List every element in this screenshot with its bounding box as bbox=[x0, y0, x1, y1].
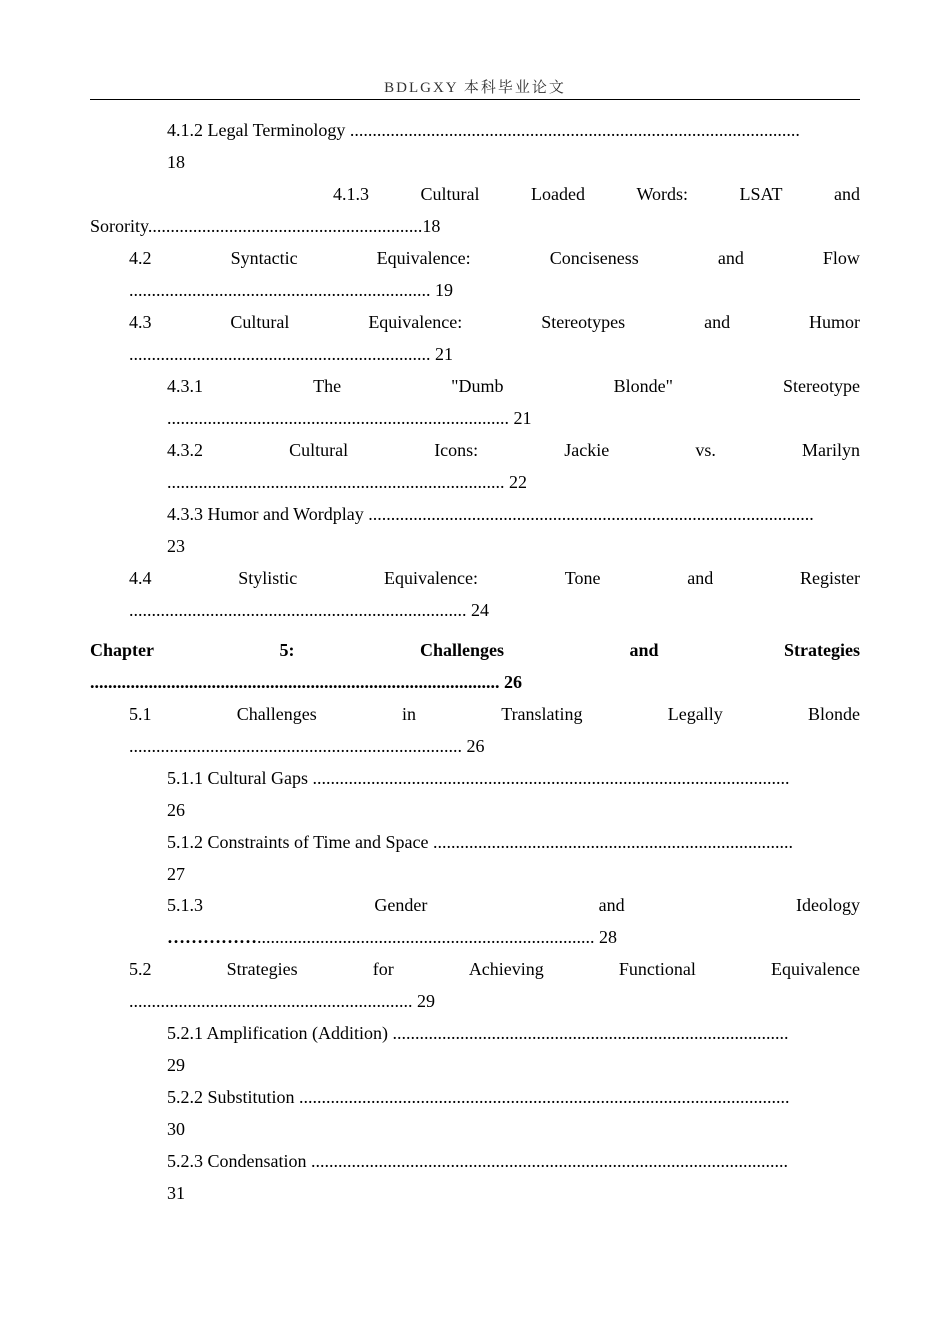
toc-leader-page: ............................................................... 29 bbox=[129, 991, 435, 1011]
toc-word: 4.4 bbox=[129, 568, 152, 588]
toc-word: LSAT bbox=[739, 184, 783, 204]
toc-page-number: 29 bbox=[167, 1055, 185, 1075]
toc-word: Blonde" bbox=[613, 376, 673, 396]
toc-word: Flow bbox=[822, 248, 860, 268]
toc-word: 4.1.3 bbox=[333, 184, 369, 204]
toc-entry-5-2-1[interactable] bbox=[167, 1017, 860, 1049]
toc-word: Cultural bbox=[289, 440, 349, 460]
toc-page-number: 30 bbox=[167, 1119, 185, 1139]
toc-page-number: 23 bbox=[167, 536, 185, 556]
toc-word: Icons: bbox=[434, 440, 479, 460]
toc-leader-page bbox=[167, 921, 617, 953]
toc-leader-page: ........................................................................... 22 bbox=[167, 472, 527, 492]
toc-entry-text: 4.1.2 Legal Terminology .................................................................................................... bbox=[167, 120, 800, 140]
toc-leader-page: Sorority.............................................................18 bbox=[90, 216, 441, 236]
toc-word: 4.3 bbox=[129, 312, 152, 332]
toc-word: and bbox=[687, 568, 714, 588]
toc-word: Conciseness bbox=[549, 248, 639, 268]
toc-word: Gender bbox=[374, 895, 428, 915]
toc-entry-5-2-3[interactable] bbox=[167, 1145, 860, 1177]
toc-word: and bbox=[598, 895, 625, 915]
toc-word: in bbox=[401, 704, 416, 724]
toc-word: 5.1 bbox=[129, 704, 152, 724]
toc-word: Chapter bbox=[90, 640, 154, 660]
toc-word: Translating bbox=[501, 704, 583, 724]
toc-word: Stereotypes bbox=[541, 312, 626, 332]
toc-page-number: 31 bbox=[167, 1183, 185, 1203]
toc-entry-4-1-2[interactable] bbox=[167, 114, 860, 146]
toc-word: 4.3.2 bbox=[167, 440, 203, 460]
toc-word: Cultural bbox=[420, 184, 480, 204]
toc-word: Functional bbox=[618, 959, 696, 979]
toc-word: and bbox=[704, 312, 731, 332]
toc-entry-text: 5.2.3 Condensation .......................................................................................................... bbox=[167, 1151, 788, 1171]
header-rule bbox=[90, 99, 860, 100]
toc-word: "Dumb bbox=[451, 376, 504, 396]
toc-word: Tone bbox=[564, 568, 601, 588]
toc-word: vs. bbox=[695, 440, 716, 460]
toc-word: The bbox=[313, 376, 342, 396]
toc-entry-4-3-2[interactable] bbox=[167, 434, 860, 466]
toc-word: 5.1.3 bbox=[167, 895, 203, 915]
page-header: BDLGXY 本科毕业论文 bbox=[384, 80, 566, 96]
toc-leader-page: ........................................................................................... 26 bbox=[90, 672, 522, 692]
toc-entry-5-1-1[interactable] bbox=[167, 762, 860, 794]
toc-word: Register bbox=[799, 568, 860, 588]
toc-leader-page: ............................................................................ 21 bbox=[167, 408, 532, 428]
toc-word: Equivalence bbox=[771, 959, 860, 979]
toc-leader-dots: ........................................................................... 28 bbox=[257, 927, 617, 947]
toc-leader-ellipsis: …………… bbox=[167, 927, 257, 947]
toc-word: Cultural bbox=[230, 312, 290, 332]
toc-word: Equivalence: bbox=[376, 248, 471, 268]
toc-word: Strategies bbox=[783, 640, 860, 660]
toc-word: 5.2 bbox=[129, 959, 152, 979]
toc-word: Equivalence: bbox=[384, 568, 478, 588]
toc-entry-5-2[interactable] bbox=[129, 953, 860, 985]
toc-entry-4-2[interactable] bbox=[129, 242, 860, 274]
toc-word: Strategies bbox=[226, 959, 298, 979]
toc-word: Legally bbox=[667, 704, 723, 724]
toc-page-number: 27 bbox=[167, 864, 185, 884]
toc-word: and bbox=[629, 640, 659, 660]
toc-word: 4.2 bbox=[129, 248, 152, 268]
toc-leader-page: ........................................................................... 24 bbox=[129, 600, 489, 620]
toc-entry-4-3[interactable] bbox=[129, 306, 860, 338]
toc-entry-4-3-1[interactable] bbox=[167, 370, 860, 402]
toc-leader-page: ................................................................... 19 bbox=[129, 280, 453, 300]
toc-entry-text: 4.3.3 Humor and Wordplay ................................................................................................... bbox=[167, 504, 814, 524]
toc-leader-page: ................................................................... 21 bbox=[129, 344, 453, 364]
toc-entry-4-3-3[interactable] bbox=[167, 498, 860, 530]
toc-word: Stylistic bbox=[238, 568, 298, 588]
toc-word: Humor bbox=[808, 312, 860, 332]
toc-entry-4-4[interactable] bbox=[129, 562, 860, 594]
toc-word: Marilyn bbox=[801, 440, 860, 460]
toc-entry-5-2-2[interactable] bbox=[167, 1081, 860, 1113]
toc-word: 5: bbox=[279, 640, 295, 660]
toc-word: Loaded bbox=[530, 184, 585, 204]
toc-entry-chapter-5[interactable] bbox=[90, 634, 860, 666]
toc-entry-text: 5.1.2 Constraints of Time and Space ................................................................................ bbox=[167, 832, 793, 852]
toc-word: and bbox=[833, 184, 860, 204]
toc-word: Words: bbox=[636, 184, 688, 204]
toc-word: Stereotype bbox=[783, 376, 860, 396]
toc-entry-5-1-2[interactable] bbox=[167, 826, 860, 858]
toc-word: and bbox=[717, 248, 744, 268]
toc-word: for bbox=[372, 959, 394, 979]
toc-word: Syntactic bbox=[230, 248, 298, 268]
toc-word: Blonde bbox=[808, 704, 860, 724]
toc-entry-text: 5.2.1 Amplification (Addition) ........................................................................................ bbox=[167, 1023, 789, 1043]
toc-word: Ideology bbox=[796, 895, 860, 915]
toc-page-number: 26 bbox=[167, 800, 185, 820]
toc-word: Challenges bbox=[419, 640, 504, 660]
toc-page-number: 18 bbox=[167, 152, 185, 172]
toc-entry-text: 5.1.1 Cultural Gaps .......................................................................................................... bbox=[167, 768, 790, 788]
toc-entry-5-1[interactable] bbox=[129, 698, 860, 730]
toc-entry-5-1-3[interactable] bbox=[167, 889, 860, 921]
toc-entry-text: 5.2.2 Substitution ............................................................................................................. bbox=[167, 1087, 790, 1107]
toc-word: 4.3.1 bbox=[167, 376, 203, 396]
toc-entry-4-1-3[interactable] bbox=[333, 178, 860, 210]
toc-leader-page: .......................................................................... 26 bbox=[129, 736, 485, 756]
toc-word: Equivalence: bbox=[368, 312, 463, 332]
toc-word: Achieving bbox=[468, 959, 544, 979]
toc-word: Challenges bbox=[236, 704, 317, 724]
toc-word: Jackie bbox=[564, 440, 610, 460]
